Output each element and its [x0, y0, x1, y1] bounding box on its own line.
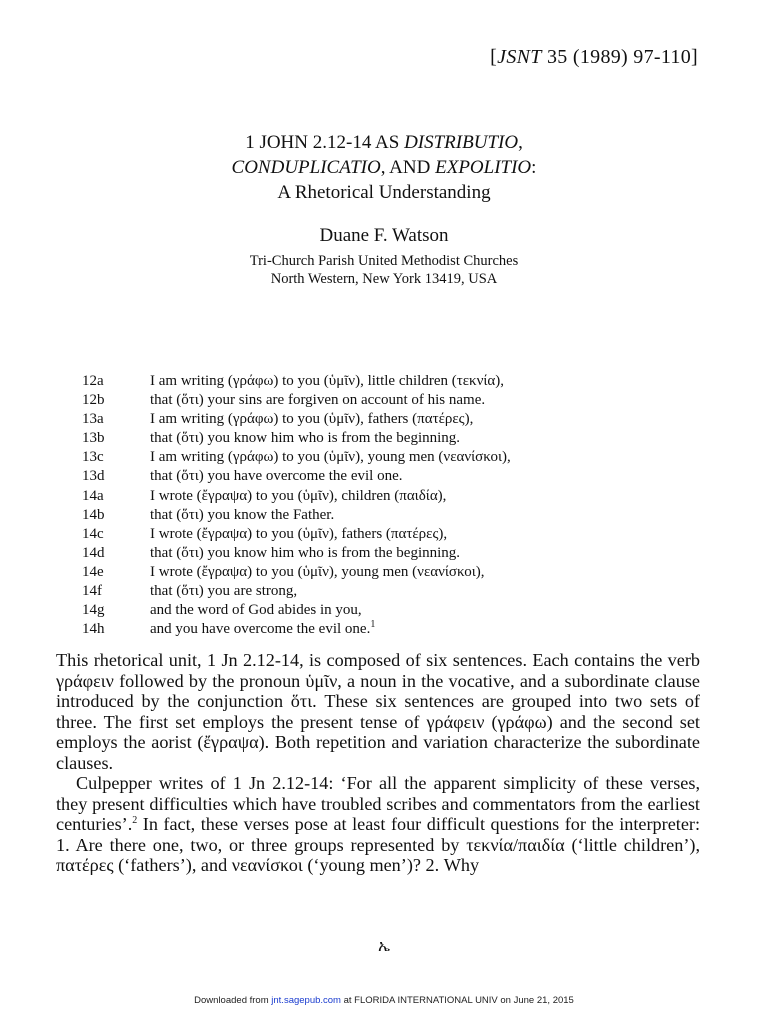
- title-line2-italic-b: EXPOLITIO: [435, 157, 532, 178]
- verse-text: that (ὅτι) you have overcome the evil one.: [150, 468, 403, 485]
- verse-row: [72, 506, 692, 525]
- affiliation-line-2: North Western, New York 13419, USA: [270, 271, 498, 287]
- verse-row: [72, 544, 692, 563]
- paragraph-2-part-a: Culpepper writes of 1 Jn 2.12-14: ‘For all the apparent simplicity of these verses, they present difficulties which have troubled scribes and commentators from the earliest centuries’.: [56, 773, 700, 834]
- journal-abbreviation: JSNT: [497, 46, 542, 68]
- footnote-marker-2[interactable]: 2: [132, 814, 138, 826]
- verse-row: [72, 372, 692, 391]
- article-title: [0, 130, 768, 205]
- author-affiliation: [0, 252, 768, 288]
- verse-row: [72, 563, 692, 582]
- verse-number: 14g: [82, 602, 105, 619]
- verse-number: 13b: [82, 430, 105, 447]
- journal-ref-open: [: [490, 46, 498, 68]
- title-line2-plain: , AND: [380, 157, 436, 178]
- verse-text: that (ὅτι) you know him who is from the beginning.: [150, 430, 461, 447]
- page-mark: ኤ: [377, 938, 391, 955]
- verse-number: 12b: [82, 392, 105, 409]
- verse-row: [72, 525, 692, 544]
- verse-number: 14a: [82, 487, 104, 504]
- verse-row: [72, 391, 692, 410]
- journal-ref-volume: 35 (1989) 97-110]: [541, 46, 698, 68]
- verse-text-content: and you have overcome the evil one.: [150, 621, 371, 638]
- verse-row: [72, 601, 692, 620]
- verse-text: that (ὅτι) you know him who is from the beginning.: [150, 544, 461, 561]
- verse-text: I am writing (γράφω) to you (ὑμῖν), young men (νεανίσκοι),: [150, 449, 511, 466]
- verse-text: and the word of God abides in you,: [150, 602, 362, 619]
- verse-row: [72, 620, 692, 639]
- body-text: [56, 650, 700, 876]
- download-prefix: Downloaded from: [194, 995, 272, 1006]
- verse-number: 14f: [82, 583, 102, 600]
- title-line1-end: ,: [518, 132, 523, 153]
- title-line1-plain: 1 JOHN 2.12-14 AS: [245, 132, 405, 153]
- verse-number: 14h: [82, 621, 105, 638]
- verse-text: I am writing (γράφω) to you (ὑμῖν), fathers (πατέρες),: [150, 411, 474, 428]
- author-name: Duane F. Watson: [319, 225, 449, 246]
- verse-number: 13a: [82, 411, 104, 428]
- verse-number: 14e: [82, 563, 104, 580]
- download-link[interactable]: jnt.sagepub.com: [271, 995, 341, 1006]
- verse-text: that (ὅτι) you are strong,: [150, 583, 298, 600]
- paragraph-2: [56, 773, 700, 876]
- verse-row: [72, 467, 692, 486]
- title-line2-end: :: [531, 157, 537, 178]
- verse-text: I am writing (γράφω) to you (ὑμῖν), little children (τεκνία),: [150, 373, 505, 389]
- title-line2-italic-a: CONDUPLICATIO: [231, 157, 381, 178]
- verse-row: [72, 487, 692, 506]
- verse-text: that (ὅτι) you know the Father.: [150, 506, 335, 523]
- verse-number: 14c: [82, 525, 104, 542]
- verse-list: [72, 372, 692, 639]
- paragraph-1: This rhetorical unit, 1 Jn 2.12-14, is composed of six sentences. Each contains the verb γράφειν followed by the pronoun ὑμῖν, a noun in the vocative, and a subordinate clause introduced by the conjunction ὅτι. These six sentences are grouped into two sets of three. The first set employs the present tense of γράφειν (γράφω) and the second set employs the aorist (ἔγραψα). Both repetition and variation characterize the subordinate clauses.: [56, 650, 700, 773]
- verse-number: 13c: [82, 449, 104, 466]
- affiliation-line-1: Tri-Church Parish United Methodist Churches: [249, 253, 519, 269]
- verse-row: [72, 410, 692, 429]
- verse-text: I wrote (ἔγραψα) to you (ὑμῖν), children (παιδία),: [150, 487, 447, 504]
- title-line-1: [0, 130, 768, 155]
- verse-number: 14d: [82, 544, 105, 561]
- verse-text: that (ὅτι) your sins are forgiven on account of his name.: [150, 392, 486, 409]
- download-suffix: at FLORIDA INTERNATIONAL UNIV on June 21, 2015: [340, 995, 574, 1006]
- title-line-3: A Rhetorical Understanding: [277, 182, 491, 203]
- verse-text: [150, 620, 692, 639]
- journal-reference: [490, 46, 698, 69]
- verse-row: [72, 448, 692, 467]
- verse-number: 14b: [82, 506, 105, 523]
- footnote-marker-1[interactable]: 1: [370, 619, 376, 631]
- verse-text: I wrote (ἔγραψα) to you (ὑμῖν), fathers (πατέρες),: [150, 525, 448, 542]
- verse-number: 12a: [82, 373, 104, 389]
- verse-row: [72, 582, 692, 601]
- verse-text: I wrote (ἔγραψα) to you (ὑμῖν), young men (νεανίσκοι),: [150, 563, 485, 580]
- paragraph-2-part-b: In fact, these verses pose at least four difficult questions for the interpreter: 1. Are there one, two, or three groups represented by τεκνία/παιδία (‘little children’), πατέρες (‘fathers’), and νεανίσκοι (‘young men’)? 2. Why: [56, 814, 700, 875]
- verse-number: 13d: [82, 468, 105, 485]
- download-notice: [0, 995, 768, 1006]
- title-line1-italic: DISTRIBUTIO: [404, 132, 519, 153]
- verse-row: [72, 429, 692, 448]
- title-line-2: [0, 155, 768, 180]
